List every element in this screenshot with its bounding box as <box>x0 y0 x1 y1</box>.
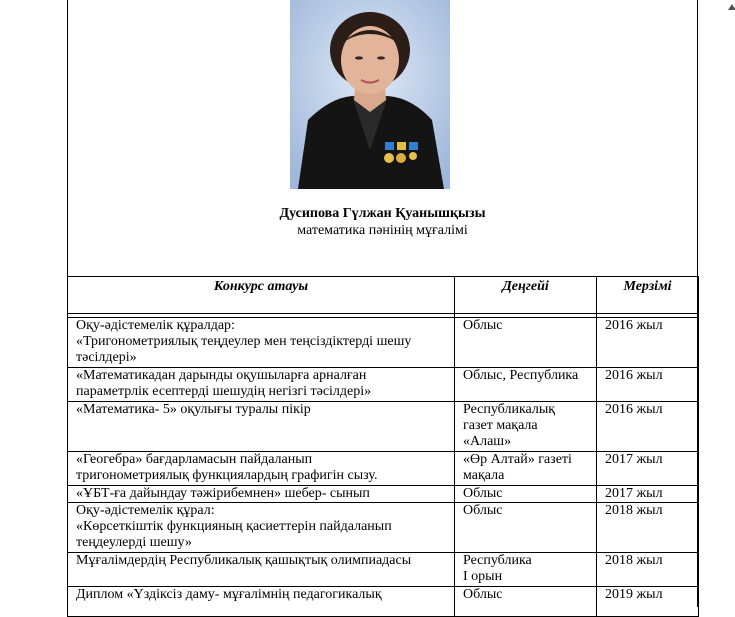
row-level: Облыс <box>455 503 597 553</box>
row-date: 2017 жыл <box>597 452 699 486</box>
row-level: Республикалық газет мақала «Алаш» <box>455 402 597 452</box>
row-date: 2018 жыл <box>597 553 699 587</box>
row-contest-name: «ҰБТ-ға дайындау тәжірибемнен» шебер- сынып <box>68 486 455 503</box>
row-contest-name: «Математикадан дарынды оқушыларға арналған параметрлік есептерді шешудің негізгі тәсілдері» <box>68 368 455 402</box>
table-row <box>68 486 699 503</box>
teacher-profile <box>68 205 697 239</box>
vertical-scrollbar[interactable] <box>727 0 735 607</box>
contest-table <box>67 276 699 617</box>
scroll-up-arrow-icon[interactable] <box>728 4 735 10</box>
table-row <box>68 368 699 402</box>
row-level: Республика І орын <box>455 553 597 587</box>
row-level: Облыс <box>455 486 597 503</box>
table-row <box>68 402 699 452</box>
row-level: Облыс, Республика <box>455 368 597 402</box>
table-row <box>68 318 699 368</box>
table-header-row <box>68 277 699 314</box>
table-row <box>68 587 699 617</box>
row-contest-name: Оқу-әдістемелік құралдар: «Тригонометриялық теңдеулер мен теңсіздіктерді шешу тәсілдері» <box>68 318 455 368</box>
table-row <box>68 503 699 553</box>
row-date: 2017 жыл <box>597 486 699 503</box>
row-contest-name: «Математика- 5» оқулығы туралы пікір <box>68 402 455 452</box>
row-contest-name: Диплом «Үздіксіз даму- мұғалімнің педагогикалық <box>68 587 455 617</box>
row-contest-name: Оқу-әдістемелік құрал: «Көрсеткіштік функцияның қасиеттерін пайдаланып теңдеулерді шешу» <box>68 503 455 553</box>
row-level: Облыс <box>455 318 597 368</box>
teacher-name: Дусипова Гүлжан Қуанышқызы <box>279 206 486 221</box>
row-contest-name: «Геогебра» бағдарламасын пайдаланып тригонометриялық функциялардың графигін сызу. <box>68 452 455 486</box>
row-date: 2019 жыл <box>597 587 699 617</box>
row-date: 2016 жыл <box>597 402 699 452</box>
table-row <box>68 553 699 587</box>
row-date: 2018 жыл <box>597 503 699 553</box>
header-date: Мерзімі <box>597 277 699 314</box>
row-level: «Өр Алтай» газеті мақала <box>455 452 597 486</box>
header-contest-name: Конкурс атауы <box>68 277 455 314</box>
row-date: 2016 жыл <box>597 368 699 402</box>
row-contest-name: Мұғалімдердің Республикалық қашықтық олимпиадасы <box>68 553 455 587</box>
teacher-portrait-photo <box>290 0 450 189</box>
table-row <box>68 452 699 486</box>
row-date: 2016 жыл <box>597 318 699 368</box>
row-level: Облыс <box>455 587 597 617</box>
header-level: Деңгейі <box>455 277 597 314</box>
teacher-role: математика пәнінің мұғалімі <box>297 223 468 238</box>
